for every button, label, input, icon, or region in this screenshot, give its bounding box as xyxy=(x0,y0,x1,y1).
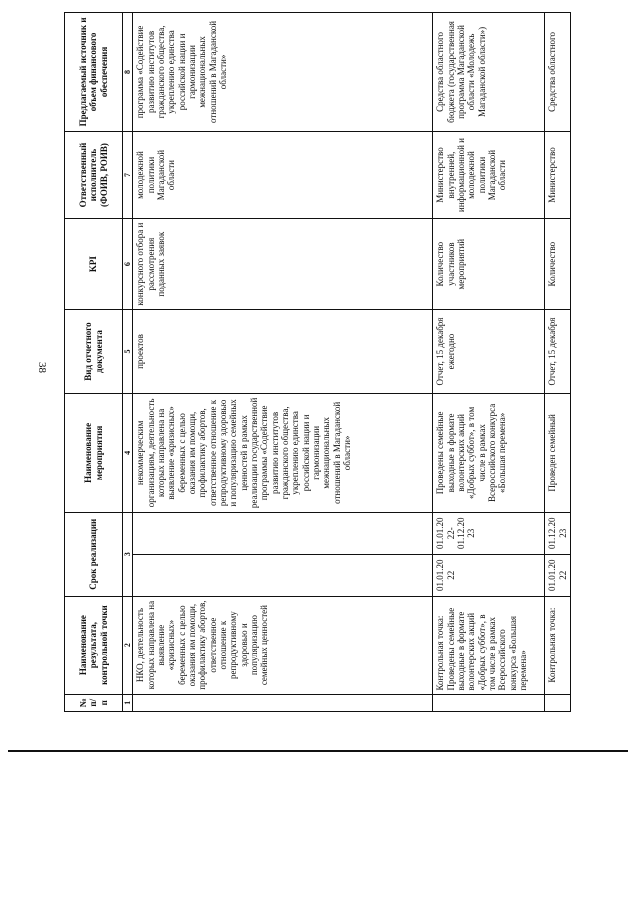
row-source: Средства областного xyxy=(545,13,571,132)
row-executor: молодежной политики Магаданской области xyxy=(133,131,433,218)
column-number-row xyxy=(123,13,133,712)
column-number: 7 xyxy=(123,131,133,218)
column-number: 2 xyxy=(123,596,133,694)
header-num: № п/п xyxy=(65,694,123,711)
plan-table xyxy=(64,12,571,712)
column-number: 6 xyxy=(123,219,133,310)
table-row xyxy=(545,13,571,712)
header-result: Наименование результата, контрольной точки xyxy=(65,596,123,694)
column-number: 1 xyxy=(123,694,133,711)
column-number: 3 xyxy=(123,512,133,596)
table-row xyxy=(433,13,545,712)
header-source: Предлагаемый источник и объем финансового обеспечения xyxy=(65,13,123,132)
header-row xyxy=(65,13,123,712)
row-num xyxy=(433,694,545,711)
row-end: 01.01.2022- 01.12.2023 xyxy=(433,512,545,554)
header-event: Наименование мероприятия xyxy=(65,393,123,512)
table-row xyxy=(133,13,433,712)
row-event: некоммерческим организациям, деятельность которых направлена на выявление «кризисных» беременных с целью оказания им помощи, профилактику абортов, ответственное отношение к репродуктивному здоровью и популяризацию семейных ценностей в рамках реализации государственной программы «Содействие развитию институтов гражданского общества, укреплению единства российской нации и гармонизации межнациональных отношений в Магаданской области» xyxy=(133,393,433,512)
row-num xyxy=(545,694,571,711)
row-start xyxy=(133,554,433,596)
row-event: Проведены семейные выходные в формате волонтерских акций «Добрых суббот», в том числе в рамках Всероссийского конкурса «Большая перемена» xyxy=(433,393,545,512)
row-end xyxy=(133,512,433,554)
row-report: Отчет, 15 декабря xyxy=(545,310,571,394)
row-end: 01.12.2023 xyxy=(545,512,571,554)
header-kpi: KPI xyxy=(65,219,123,310)
header-report: Вид отчетного документа xyxy=(65,310,123,394)
row-event: Проведен семейный xyxy=(545,393,571,512)
column-number: 5 xyxy=(123,310,133,394)
column-number: 4 xyxy=(123,393,133,512)
row-kpi: Количество участников мероприятий xyxy=(433,219,545,310)
header-executor: Ответственный исполнитель (ФОИВ, РОИВ) xyxy=(65,131,123,218)
row-source: Средства областного бюджета (государственная программа Магаданской области «Молодежь Магаданской области») xyxy=(433,13,545,132)
row-report: Отчет, 15 декабря ежегодно xyxy=(433,310,545,394)
rotated-table-sheet xyxy=(64,12,568,712)
row-kpi: конкурсного отбора и рассмотрения поданных заявок xyxy=(133,219,433,310)
row-executor: Министерство xyxy=(545,131,571,218)
row-kpi: Количество xyxy=(545,219,571,310)
row-start: 01.01.2022 xyxy=(545,554,571,596)
row-result: Контрольная точка: xyxy=(545,596,571,694)
page-divider xyxy=(8,750,628,752)
row-num xyxy=(133,694,433,711)
row-report: проектов xyxy=(133,310,433,394)
header-period: Срок реализации xyxy=(65,512,123,596)
row-source: программа «Содействие развитию институтов гражданского общества, укреплению единства российской нации и гармонизации межнациональных отношений в Магаданской области» xyxy=(133,13,433,132)
column-number: 8 xyxy=(123,13,133,132)
page-number: 38 xyxy=(36,362,48,373)
row-start: 01.01.2022 xyxy=(433,554,545,596)
row-executor: Министерство внутренней, информационной и молодежной политики Магаданской области xyxy=(433,131,545,218)
row-result: Контрольная точка: Проведены семейные выходные в формате волонтерских акций «Добрых суббот», в том числе в рамках Всероссийского конкурса «Большая перемена» xyxy=(433,596,545,694)
row-result: НКО, деятельность которых направлена на выявление «кризисных» беременных с целью оказания им помощи, профилактику абортов, ответственное отношение к репродуктивному здоровью и популяризацию семейных ценностей xyxy=(133,596,433,694)
